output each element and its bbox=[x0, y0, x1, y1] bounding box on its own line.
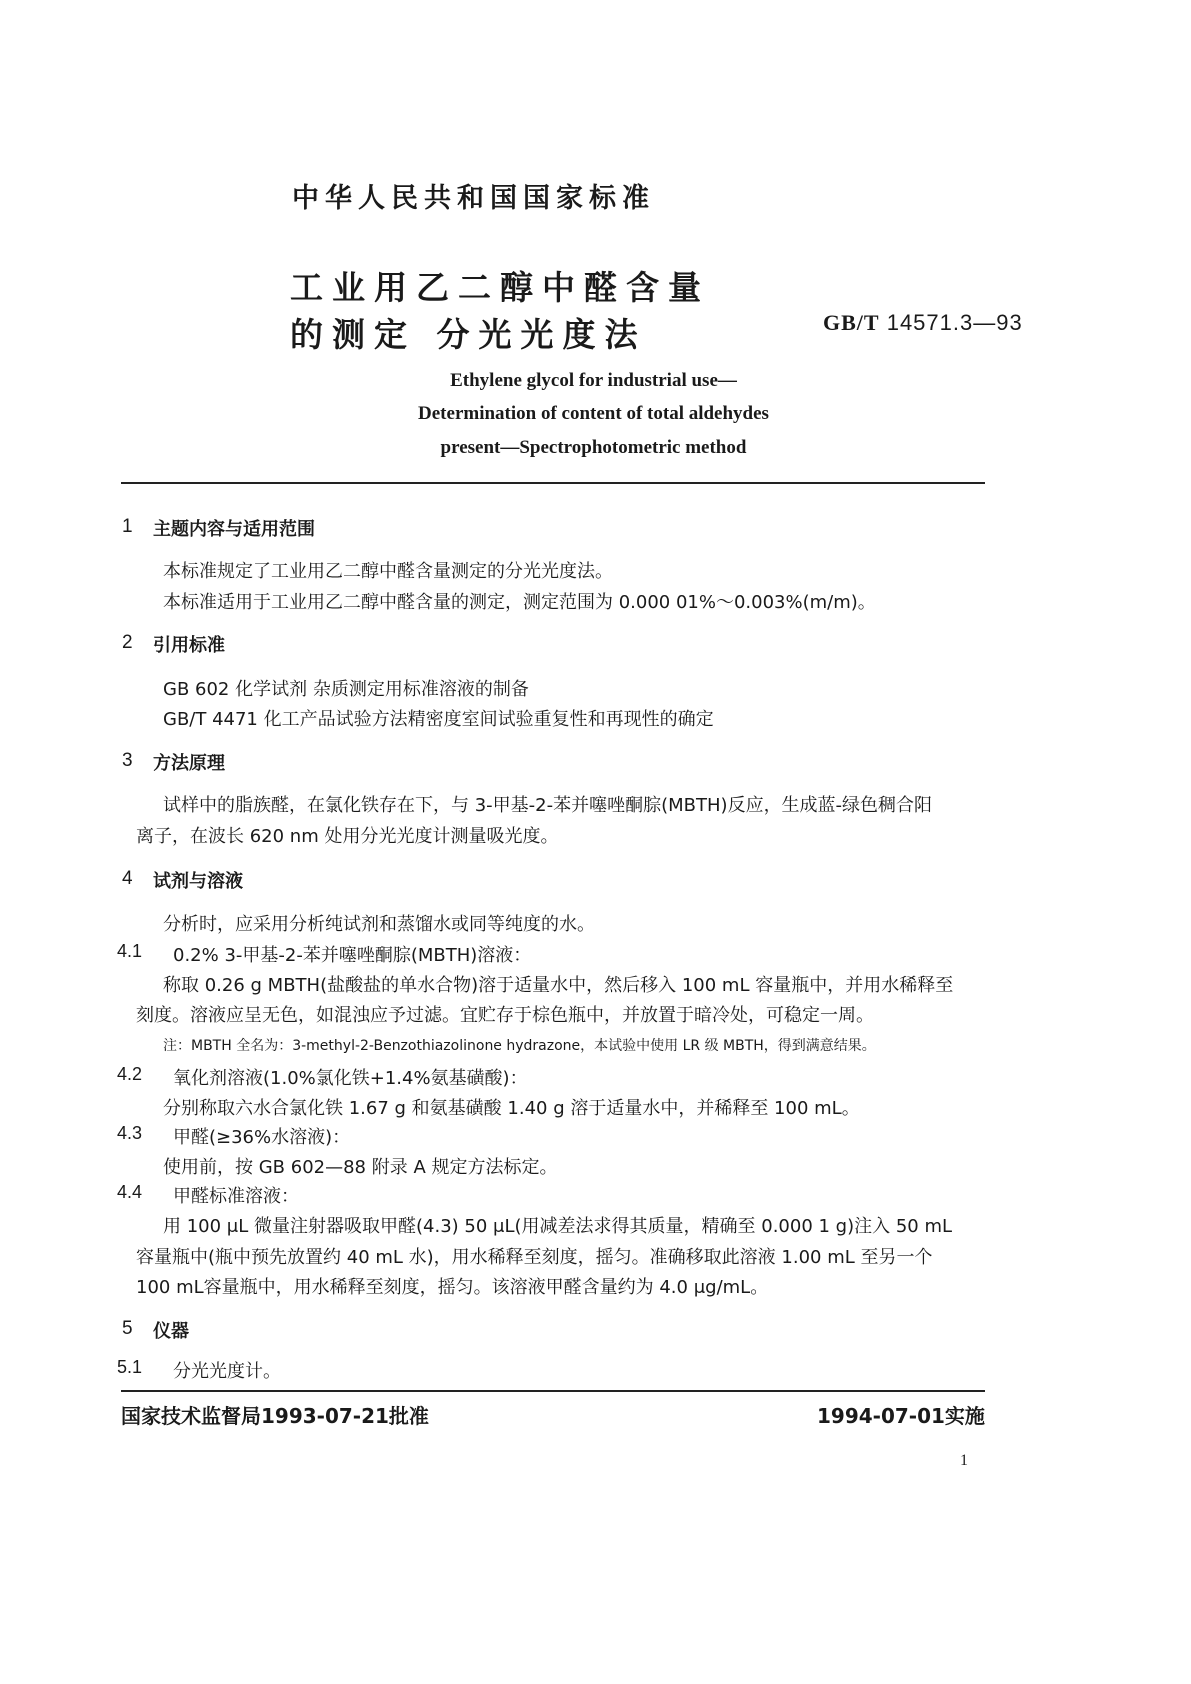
header-divider bbox=[121, 482, 985, 484]
clause-4-2-title: 氧化剂溶液(1.0%氯化铁+1.4%氨基磺酸)： bbox=[173, 1068, 528, 1089]
standard-number-value: 14571.3—93 bbox=[886, 310, 1023, 335]
clause-4-2-line-1: 分别称取六水合氯化铁 1.67 g 和氨基磺酸 1.40 g 溶于适量水中，并稀释至 100 mL。 bbox=[163, 1098, 860, 1119]
footer-divider bbox=[121, 1390, 985, 1392]
standard-number bbox=[823, 310, 1023, 336]
clause-4-4-line-3: 100 mL容量瓶中，用水稀释至刻度，摇匀。该溶液甲醛含量约为 4.0 μg/mL。 bbox=[136, 1277, 769, 1298]
section-3-number: 3 bbox=[122, 750, 133, 771]
section-1-heading: 主题内容与适用范围 bbox=[153, 519, 315, 540]
clause-4-1-note: 注：MBTH 全名为：3-methyl-2-Benzothiazolinone hydrazone，本试验中使用 LR 级 MBTH，得到满意结果。 bbox=[163, 1038, 876, 1054]
clause-4-1-title: 0.2% 3-甲基-2-苯并噻唑酮腙(MBTH)溶液： bbox=[173, 945, 532, 966]
clause-4-1-number: 4.1 bbox=[117, 941, 143, 961]
clause-4-1-line-2: 刻度。溶液应呈无色，如混浊应予过滤。宜贮存于棕色瓶中，并放置于暗冷处，可稳定一周。 bbox=[136, 1005, 874, 1026]
clause-5-1-number: 5.1 bbox=[117, 1357, 143, 1377]
clause-4-4-title: 甲醛标准溶液： bbox=[173, 1186, 299, 1207]
reference-gbt4471: GB/T 4471 化工产品试验方法精密度室间试验重复性和再现性的确定 bbox=[163, 709, 714, 730]
section-2-heading: 引用标准 bbox=[153, 635, 225, 656]
document-title-line-2: 的测定 分光光度法 bbox=[290, 315, 647, 354]
section-1-number: 1 bbox=[122, 516, 133, 537]
english-title-line-1: Ethylene glycol for industrial use— bbox=[450, 370, 737, 391]
clause-4-3-line-1: 使用前，按 GB 602—88 附录 A 规定方法标定。 bbox=[163, 1157, 558, 1178]
section-4-heading: 试剂与溶液 bbox=[153, 871, 243, 892]
clause-4-3-title: 甲醛(≥36%水溶液)： bbox=[173, 1127, 351, 1148]
clause-4-4-number: 4.4 bbox=[117, 1182, 143, 1202]
section-3-line-2: 离子，在波长 620 nm 处用分光光度计测量吸光度。 bbox=[136, 826, 559, 847]
english-title-line-2: Determination of content of total aldehydes bbox=[418, 403, 769, 424]
section-4-number: 4 bbox=[122, 868, 133, 889]
clause-4-4-line-1: 用 100 μL 微量注射器吸取甲醛(4.3) 50 μL(用减差法求得其质量，精确至 0.000 1 g)注入 50 mL bbox=[163, 1216, 953, 1237]
document-title-line-1: 工业用乙二醇中醛含量 bbox=[290, 268, 710, 307]
clause-4-2-number: 4.2 bbox=[117, 1064, 143, 1084]
page-number: 1 bbox=[960, 1452, 968, 1469]
section-5-heading: 仪器 bbox=[153, 1321, 189, 1342]
section-3-line-1: 试样中的脂族醛，在氯化铁存在下，与 3-甲基-2-苯并噻唑酮腙(MBTH)反应，生成蓝-绿色稠合阳 bbox=[163, 795, 933, 816]
section-5-number: 5 bbox=[122, 1318, 133, 1339]
implementation-date: 1994-07-01实施 bbox=[817, 1404, 985, 1428]
section-1-paragraph-2: 本标准适用于工业用乙二醇中醛含量的测定，测定范围为 0.000 01%～0.003%(m/m)。 bbox=[163, 592, 876, 613]
clause-5-1-text: 分光光度计。 bbox=[173, 1361, 281, 1382]
section-1-paragraph-1: 本标准规定了工业用乙二醇中醛含量测定的分光光度法。 bbox=[163, 561, 613, 582]
approval-date: 国家技术监督局1993-07-21批准 bbox=[121, 1404, 429, 1428]
section-2-number: 2 bbox=[122, 632, 133, 653]
clause-4-3-number: 4.3 bbox=[117, 1123, 143, 1143]
english-title-line-3: present—Spectrophotometric method bbox=[440, 437, 747, 458]
clause-4-4-line-2: 容量瓶中(瓶中预先放置约 40 mL 水)，用水稀释至刻度，摇匀。准确移取此溶液 1.00 mL 至另一个 bbox=[136, 1247, 933, 1268]
standard-number-prefix: GB/T bbox=[823, 310, 880, 335]
clause-4-1-line-1: 称取 0.26 g MBTH(盐酸盐的单水合物)溶于适量水中，然后移入 100 mL 容量瓶中，并用水稀释至 bbox=[163, 975, 954, 996]
reference-gb602: GB 602 化学试剂 杂质测定用标准溶液的制备 bbox=[163, 679, 529, 700]
section-3-heading: 方法原理 bbox=[153, 753, 225, 774]
section-4-intro: 分析时，应采用分析纯试剂和蒸馏水或同等纯度的水。 bbox=[163, 914, 595, 935]
national-standard-label: 中华人民共和国国家标准 bbox=[292, 183, 655, 214]
